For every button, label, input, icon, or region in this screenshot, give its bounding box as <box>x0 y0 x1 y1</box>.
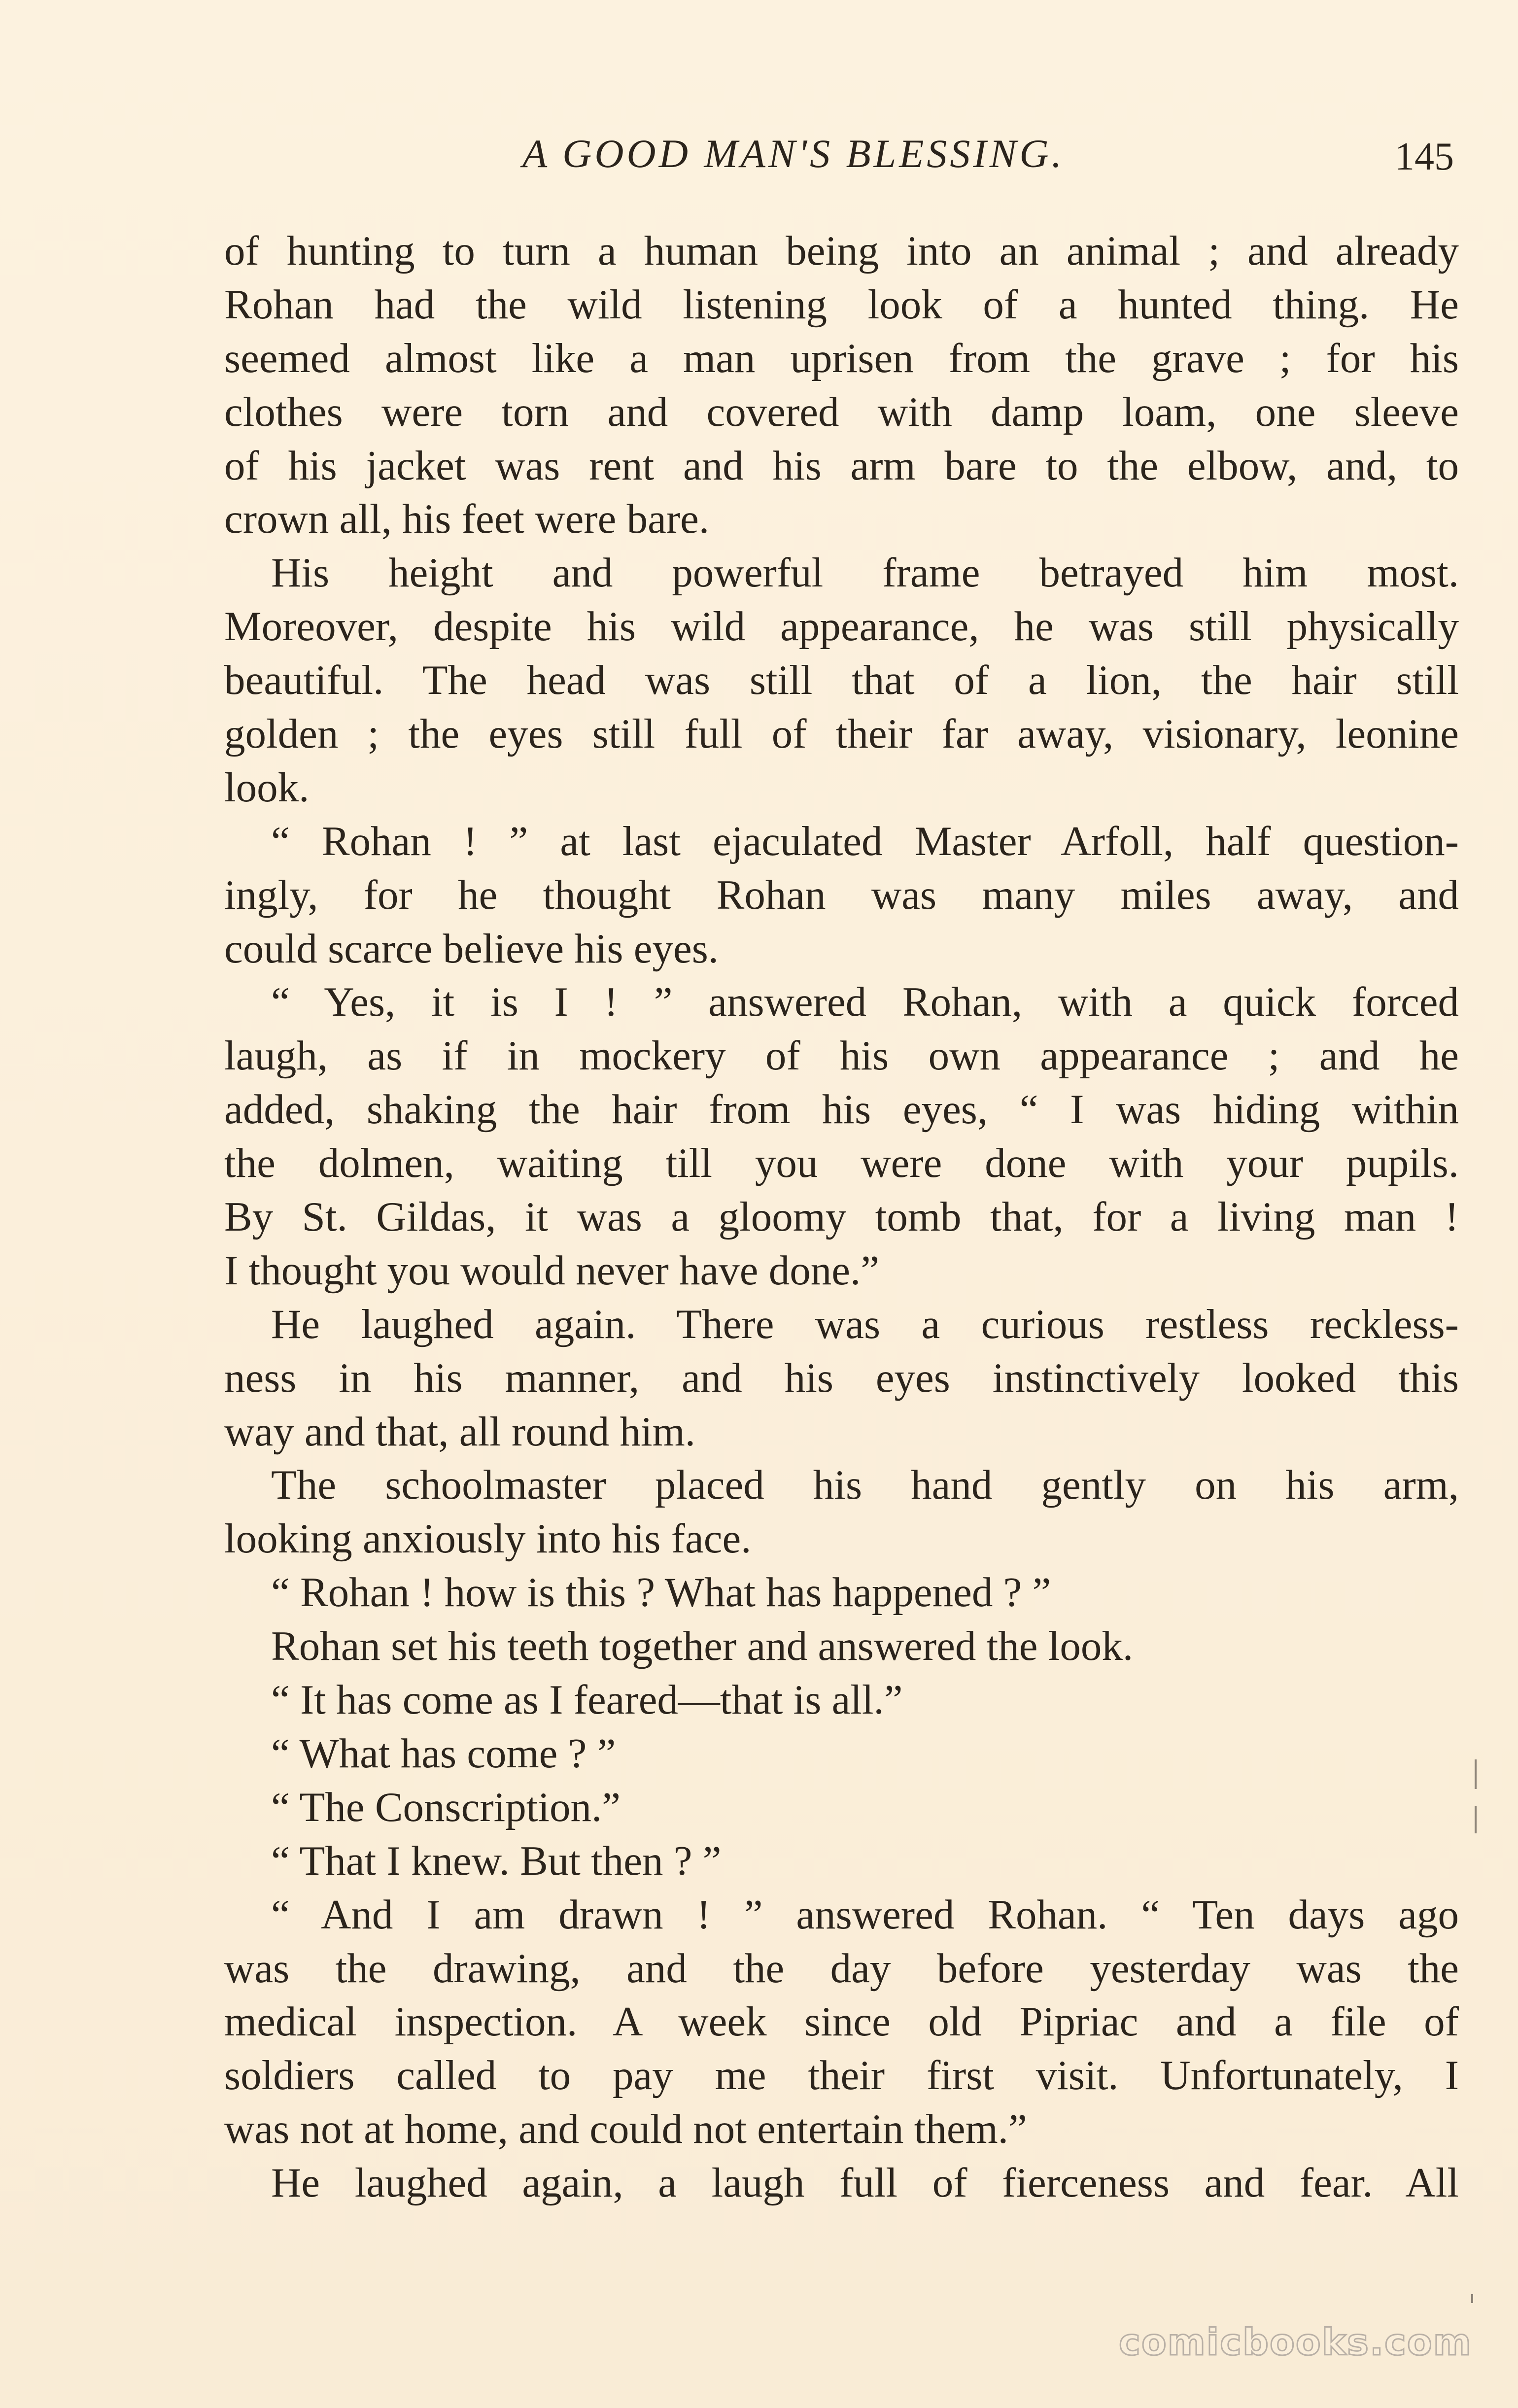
text-line: golden ; the eyes still full of their far away, visionary, leonine <box>224 711 1459 757</box>
text-line: His height and powerful frame betrayed him most. <box>271 550 1459 596</box>
text-line: the dolmen, waiting till you were done with your pupils. <box>224 1140 1459 1187</box>
text-line: clothes were torn and covered with damp loam, one sleeve <box>224 388 1459 435</box>
text-line: seemed almost like a man uprisen from the grave ; for his <box>224 335 1459 381</box>
text-line: medical inspection. A week since old Pipriac and a file of <box>224 1998 1459 2045</box>
text-line: added, shaking the hair from his eyes, “ I was hiding within <box>224 1086 1459 1133</box>
text-line: “ And I am drawn ! ” answered Rohan. “ Ten days ago <box>271 1891 1459 1938</box>
text-line: “ Yes, it is I ! ” answered Rohan, with a quick forced <box>271 979 1459 1026</box>
running-title: A GOOD MAN'S BLESSING. <box>522 131 1065 176</box>
text-line: ingly, for he thought Rohan was many miles away, and <box>224 871 1459 918</box>
text-line: I thought you would never have done.” <box>224 1247 879 1294</box>
page-number: 145 <box>1395 135 1454 178</box>
text-line: “ That I knew. But then ? ” <box>271 1837 722 1884</box>
text-line: way and that, all round him. <box>224 1408 696 1455</box>
text-line: He laughed again, a laugh full of fierceness and fear. All <box>271 2160 1459 2206</box>
page-edge-mark <box>1475 1759 1477 1789</box>
text-line: “ Rohan ! ” at last ejaculated Master Arfoll, half question- <box>271 818 1459 864</box>
page-edge-mark <box>1475 1806 1477 1833</box>
text-line: crown all, his feet were bare. <box>224 496 710 543</box>
text-line: “ Rohan ! how is this ? What has happened ? ” <box>271 1569 1051 1616</box>
text-line: Moreover, despite his wild appearance, he was still physically <box>224 603 1459 650</box>
text-line: laugh, as if in mockery of his own appearance ; and he <box>224 1032 1459 1079</box>
text-line: soldiers called to pay me their first visit. Unfortunately, I <box>224 2052 1459 2099</box>
text-line: “ The Conscription.” <box>271 1784 621 1830</box>
body-text <box>224 224 1459 2210</box>
text-line: of hunting to turn a human being into an animal ; and already <box>224 228 1459 274</box>
text-line: looking anxiously into his face. <box>224 1515 752 1562</box>
running-header <box>0 131 1518 185</box>
text-line: He laughed again. There was a curious restless reckless- <box>271 1301 1459 1347</box>
text-line: Rohan had the wild listening look of a hunted thing. He <box>224 281 1459 328</box>
text-line: look. <box>224 764 310 811</box>
page-edge-mark <box>1471 2294 1473 2303</box>
text-line: Rohan set his teeth together and answered the look. <box>271 1623 1134 1670</box>
text-line: By St. Gildas, it was a gloomy tomb that, for a living man ! <box>224 1194 1459 1240</box>
text-line: ness in his manner, and his eyes instinctively looked this <box>224 1354 1459 1401</box>
text-line: The schoolmaster placed his hand gently on his arm, <box>271 1462 1459 1509</box>
text-line: “ It has come as I feared—that is all.” <box>271 1677 903 1723</box>
text-line: could scarce believe his eyes. <box>224 925 719 972</box>
text-line: of his jacket was rent and his arm bare to the elbow, and, to <box>224 442 1459 489</box>
text-line: was the drawing, and the day before yesterday was the <box>224 1945 1459 1992</box>
text-line: was not at home, and could not entertain them.” <box>224 2106 1027 2153</box>
watermark: comicbooks.com <box>1119 2321 1472 2364</box>
text-line: “ What has come ? ” <box>271 1730 616 1777</box>
text-line: beautiful. The head was still that of a lion, the hair still <box>224 657 1459 704</box>
